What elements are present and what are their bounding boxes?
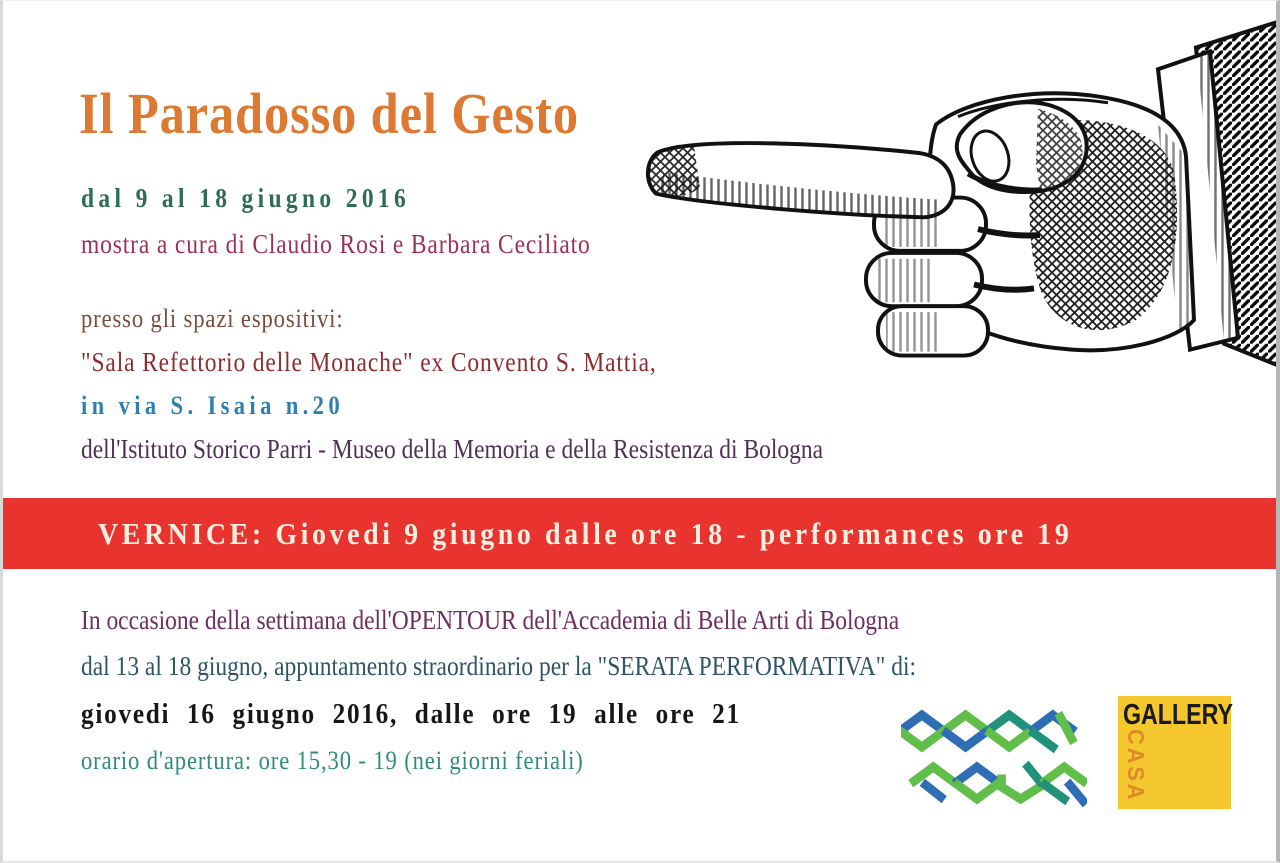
gallerycasa-logo	[1118, 696, 1231, 809]
venue-address-line: in via S. Isaia n.20	[81, 391, 344, 420]
venue-intro-line: presso gli spazi espositivi:	[81, 304, 344, 333]
opentour-week-line: In occasione della settimana dell'OPENTOUR dell'Accademia di Belle Arti di Bologna	[81, 605, 900, 635]
curators-line: mostra a cura di Claudio Rosi e Barbara Ceciliato	[81, 229, 591, 259]
gallery-label: GALLERY	[1123, 699, 1233, 731]
opening-hours-line: orario d'apertura: ore 15,30 - 19 (nei giorni feriali)	[81, 746, 584, 775]
special-event-line: dal 13 al 18 giugno, appuntamento straordinario per la "SERATA PERFORMATIVA" di:	[81, 651, 917, 681]
exhibition-dates: dal 9 al 18 giugno 2016	[81, 183, 411, 213]
vernissage-text: VERNICE: Giovedi 9 giugno dalle ore 18 - performances ore 19	[98, 516, 1073, 551]
opentour-logo	[901, 701, 1087, 817]
page-title	[79, 81, 654, 148]
venue-hall-line: "Sala Refettorio delle Monache" ex Convento S. Mattia,	[81, 347, 657, 377]
pointing-hand-illustration	[638, 6, 1278, 401]
exhibition-title-text: Il Paradosso del Gesto	[79, 81, 579, 146]
venue-institution-line: dell'Istituto Storico Parri - Museo della Memoria e della Resistenza di Bologna	[81, 434, 824, 464]
casa-label: CASA	[1123, 729, 1149, 803]
vernissage-banner	[3, 498, 1276, 569]
performance-date-line: giovedi 16 giugno 2016, dalle ore 19 alle ore 21	[81, 698, 741, 730]
